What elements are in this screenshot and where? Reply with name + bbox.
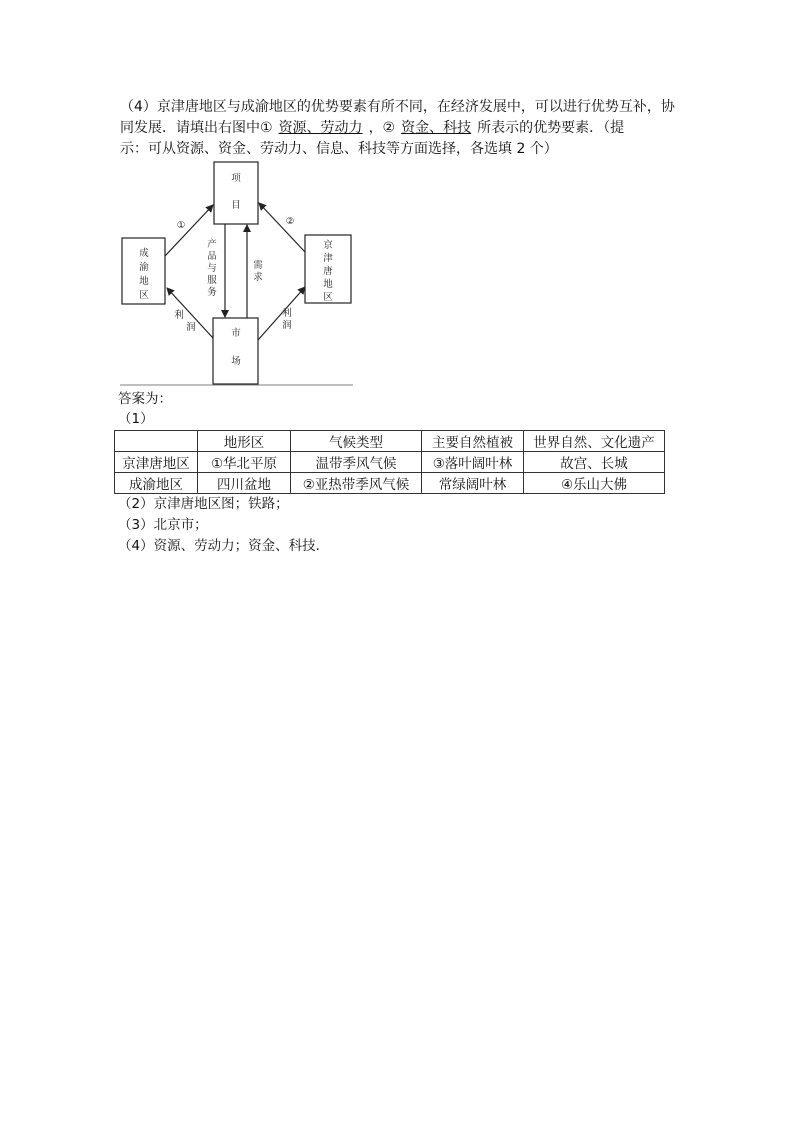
products-label: 服 <box>207 275 217 286</box>
profit-left-label: 润 <box>186 322 196 333</box>
products-label: 与 <box>207 263 217 274</box>
project-label-1: 项 <box>231 173 241 184</box>
answer-part-1: （1） <box>118 411 154 427</box>
table-cell: 京津唐地区 <box>115 452 198 473</box>
table-cell: ①华北平原 <box>198 452 291 473</box>
table-cell: 成渝地区 <box>115 473 198 494</box>
question-text: 所表示的优势要素．（提 <box>477 120 625 136</box>
profit-left-label: 利 <box>174 310 184 321</box>
table-cell: 地形区 <box>198 431 291 452</box>
mark-2: ② <box>285 216 295 227</box>
demand-label: 求 <box>253 272 263 283</box>
answer-table <box>114 430 665 494</box>
blank-2: 资金、科技 <box>401 120 472 136</box>
table-cell: 常绿阔叶林 <box>422 473 524 494</box>
question-text: ，② <box>368 120 396 136</box>
arrow-jjt-to-project <box>259 203 305 252</box>
jjt-label: 区 <box>323 292 333 303</box>
market-label: 市 <box>231 328 241 339</box>
market-label: 场 <box>231 356 241 367</box>
economy-diagram <box>117 160 357 388</box>
answer-part-2: （2）京津唐地区图；铁路； <box>118 496 289 512</box>
products-label: 品 <box>207 251 217 262</box>
table-cell: 温带季风气候 <box>291 452 422 473</box>
jjt-label: 京 <box>323 240 333 251</box>
table-cell: 世界自然、文化遗产 <box>524 431 665 452</box>
chengyu-label: 区 <box>139 290 149 301</box>
profit-right-label: 利 <box>282 308 292 319</box>
profit-right-label: 润 <box>282 320 292 331</box>
jjt-label: 津 <box>323 253 333 264</box>
question-line-1: （4）京津唐地区与成渝地区的优势要素有所不同，在经济发展中，可以进行优势互补，协 <box>120 99 675 115</box>
table-cell <box>115 431 198 452</box>
table-cell: 故宫、长城 <box>524 452 665 473</box>
table-cell: ③落叶阔叶林 <box>422 452 524 473</box>
chengyu-label: 渝 <box>139 262 149 273</box>
products-label: 务 <box>207 287 217 298</box>
answer-part-4: （4）资源、劳动力；资金、科技． <box>118 538 330 554</box>
chengyu-label: 地 <box>139 276 149 287</box>
question-text: 同发展．请填出右图中① <box>120 120 273 136</box>
jjt-label: 地 <box>323 279 333 290</box>
table-cell: ④乐山大佛 <box>524 473 665 494</box>
project-box <box>214 162 258 224</box>
products-label: 产 <box>207 239 217 250</box>
mark-1: ① <box>176 220 186 231</box>
question-line-2 <box>120 118 680 139</box>
table-cell: 主要自然植被 <box>422 431 524 452</box>
question-line-3: 示：可从资源、资金、劳动力、信息、科技等方面选择，各选填 2 个） <box>120 141 558 157</box>
blank-1: 资源、劳动力 <box>278 120 363 136</box>
table-cell: 气候类型 <box>291 431 422 452</box>
table-row <box>115 452 665 473</box>
answer-part-3: （3）北京市； <box>118 517 208 533</box>
jjt-label: 唐 <box>323 266 333 277</box>
arrow-chengyu-to-project <box>165 205 213 256</box>
table-row <box>115 473 665 494</box>
table-cell: 四川盆地 <box>198 473 291 494</box>
project-label-2: 目 <box>231 200 241 211</box>
demand-label: 需 <box>253 260 263 271</box>
table-header-row <box>115 431 665 452</box>
chengyu-label: 成 <box>139 248 149 259</box>
table-cell: ②亚热带季风气候 <box>291 473 422 494</box>
answer-label: 答案为： <box>118 391 172 407</box>
